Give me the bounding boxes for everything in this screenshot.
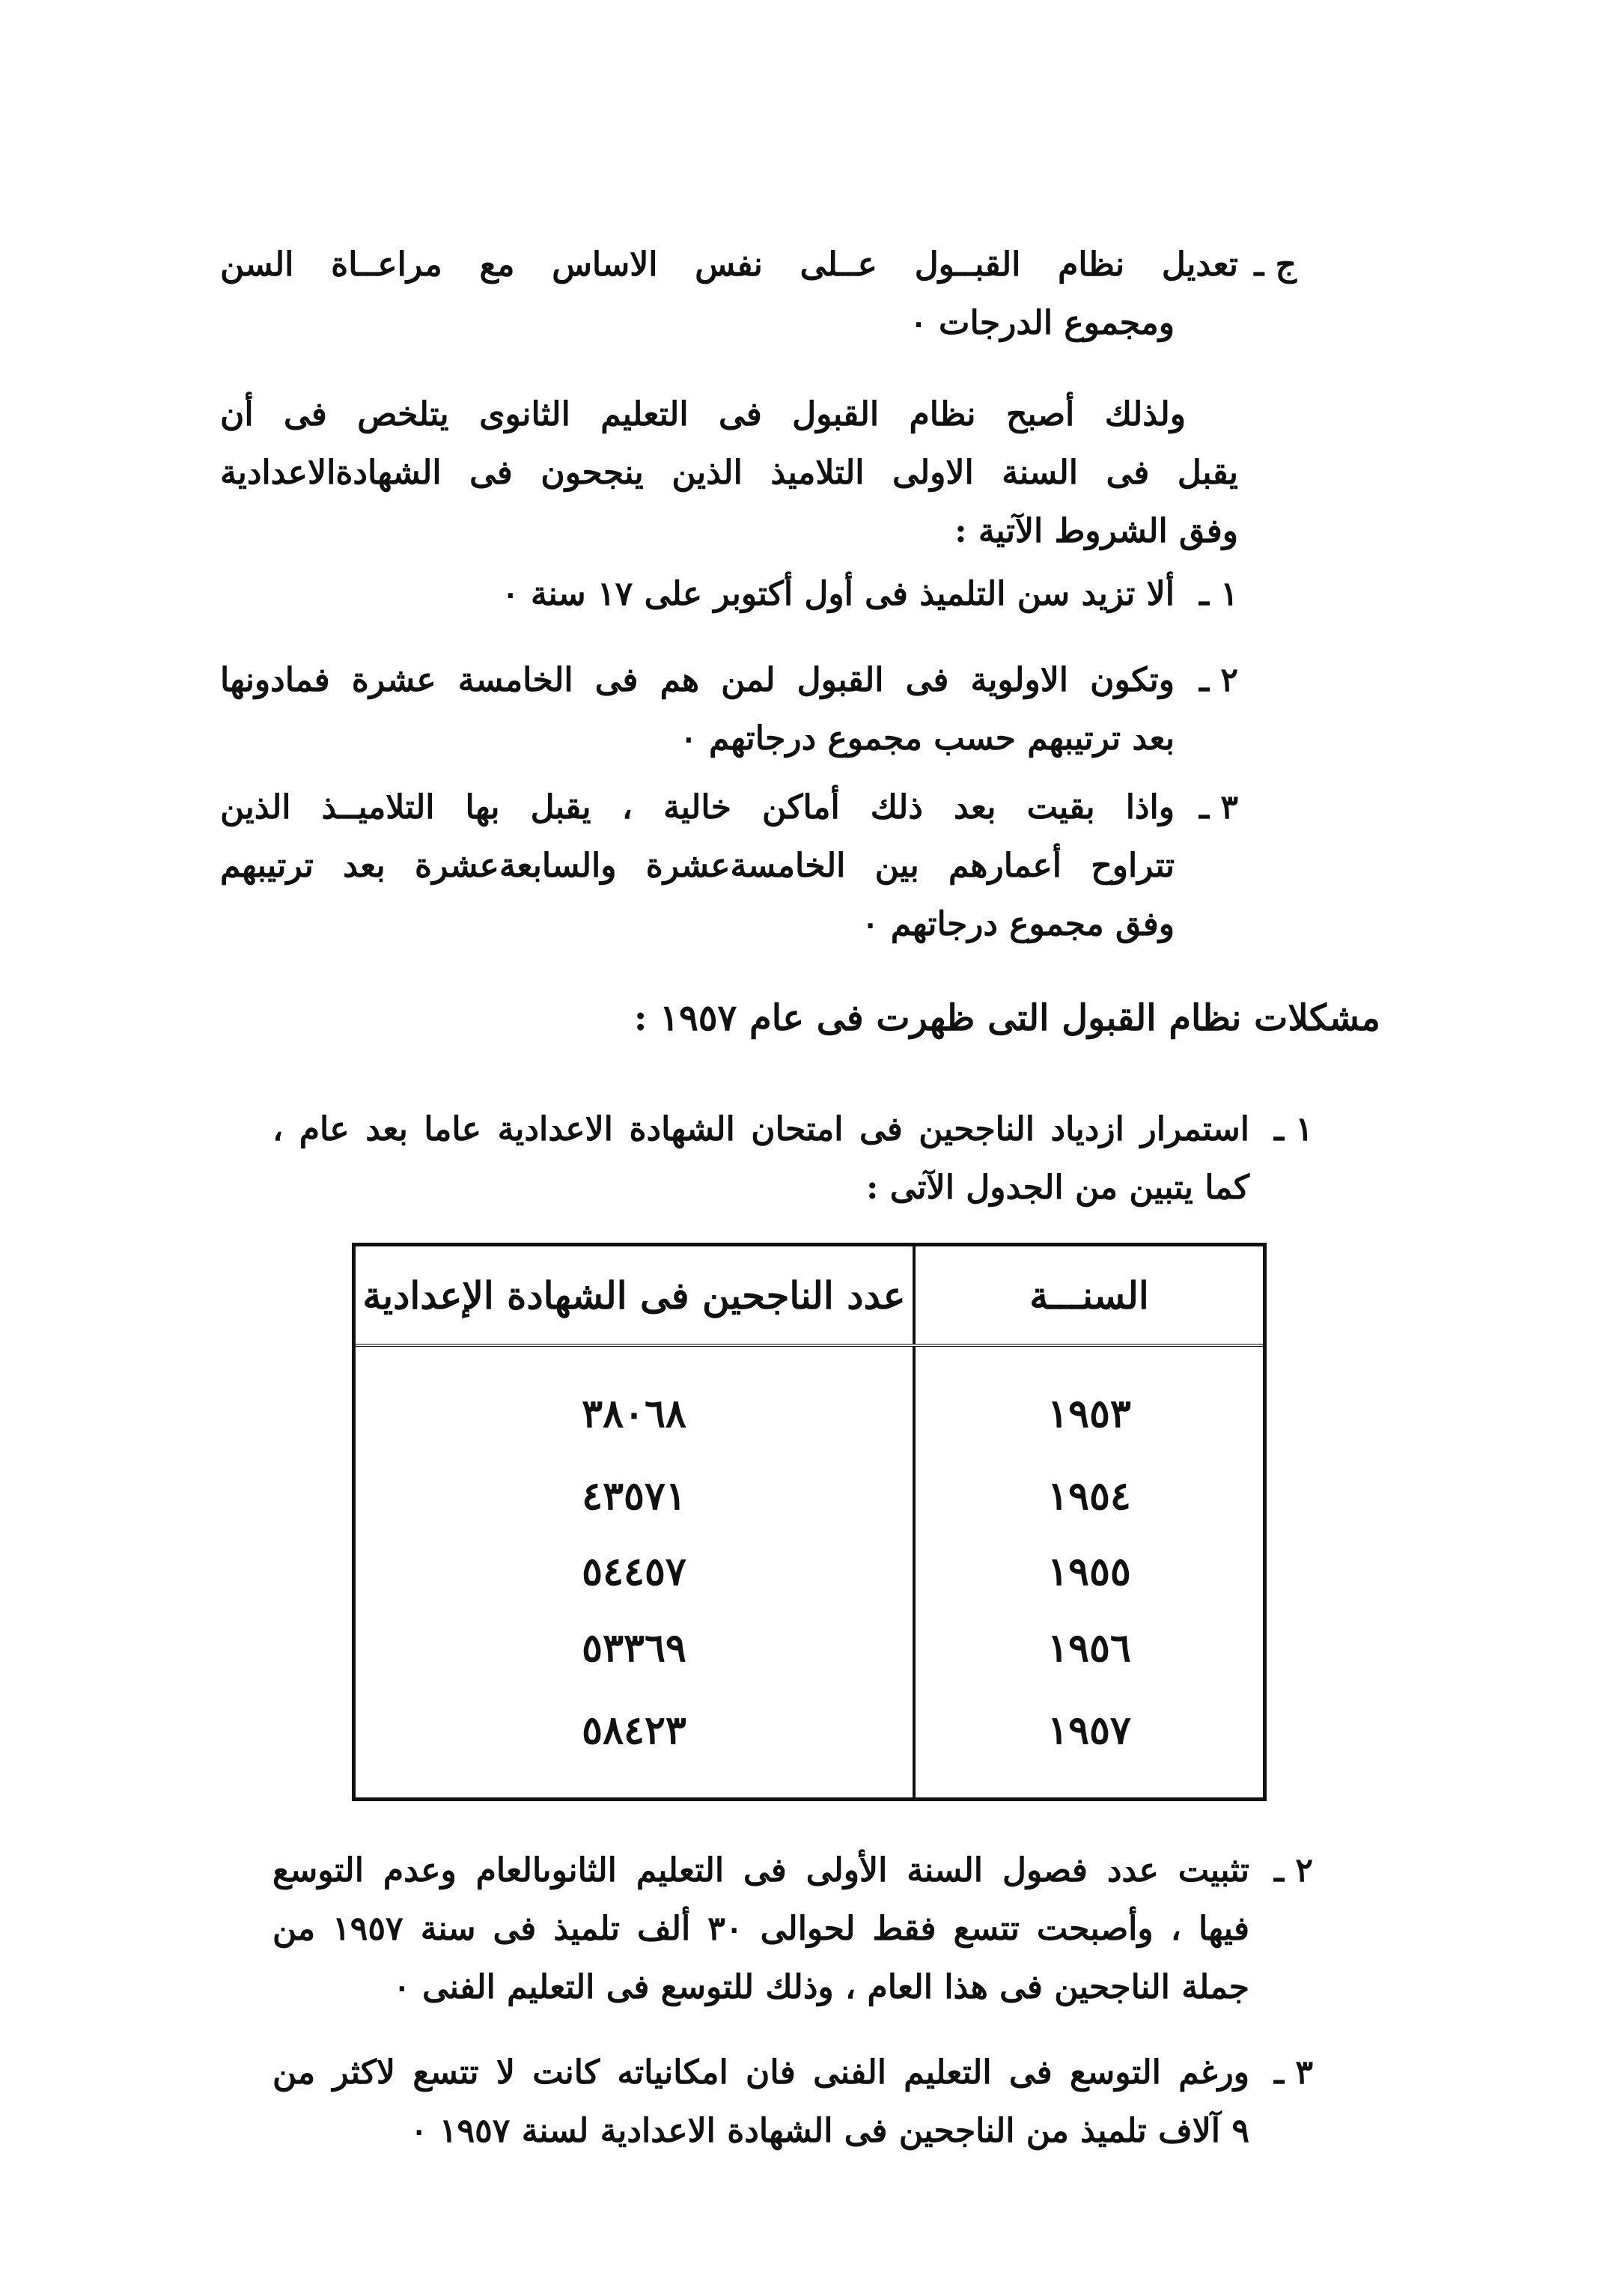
year-cell: ١٩٥٣ [914,1345,1265,1458]
condition-line: ألا تزيد سن التلميذ فى أول أكتوبر على ١٧ سنة ٠ [501,575,1175,613]
problem-line: كما يتبين من الجدول الآتى : [866,1169,1249,1207]
condition-item [220,651,1238,768]
graduates-table-grid [352,1243,1267,1801]
problem-item [272,2044,1313,2161]
graduates-cell: ٥٨٤٢٣ [582,1708,686,1754]
graduates-table [352,1243,1267,1801]
intro-item [220,236,1297,353]
year-cell: ١٩٥٦ [914,1610,1265,1685]
condition-line: وفق مجموع درجاتهم ٠ [861,905,1175,943]
problem-item [272,1842,1313,2017]
problem-item [272,1100,1313,1217]
table-row [354,1534,1265,1610]
table-row [354,1345,1265,1458]
problem-marker: ١ ـ [1274,1110,1313,1148]
condition-line: تتراوح أعمارهم بين الخامسةعشرة والسابعةعشرة بعد ترتيبهم [220,847,1175,885]
condition-line: واذا بقيت بعد ذلك أماكن خالية ، يقبل بها التلاميــذ الذين [220,788,1175,826]
condition-line: وتكون الاولوية فى القبول لمن هم فى الخامسة عشرة فمادونها [220,661,1175,699]
problem-line: استمرار ازدياد الناجحين فى امتحان الشهادة الاعدادية عاما بعد عام ، [272,1110,1250,1148]
intro-item-line: تعديل نظام القبــول عــلى نفس الاساس مع مراعــاة السن [220,246,1238,284]
intro-item-marker: ج ـ [1254,246,1297,284]
condition-marker: ٣ ـ [1199,788,1238,826]
graduates-cell: ٥٣٣٦٩ [582,1624,686,1671]
table-row [354,1686,1265,1800]
problem-line: ورغم التوسع فى التعليم الفنى فان امكانياته كانت لا تتسع لاكثر من [272,2053,1249,2092]
table-header-row [354,1245,1265,1346]
year-cell: ١٩٥٤ [914,1458,1265,1534]
problem-line: جملة الناجحين فى هذا العام ، وذلك للتوسع فى التعليم الفنى ٠ [393,1968,1249,2006]
admission-paragraph [220,386,1238,561]
condition-line: بعد ترتيبهم حسب مجموع درجاتهم ٠ [680,719,1175,758]
condition-item [220,779,1238,954]
graduates-cell: ٥٤٤٥٧ [582,1549,686,1595]
table-row [354,1458,1265,1534]
paragraph-line: يقبل فى السنة الاولى التلاميذ الذين ينجحون فى الشهادةالاعدادية [220,454,1238,492]
intro-item-line: ومجموع الدرجات ٠ [910,304,1175,342]
problem-marker: ٢ ـ [1274,1851,1313,1890]
problem-line: فيها ، وأصبحت تتسع فقط لحوالى ٣٠ ألف تلميذ فى سنة ١٩٥٧ من [272,1910,1249,1948]
table-row [354,1610,1265,1685]
condition-item [220,565,1238,624]
year-cell: ١٩٥٧ [914,1686,1265,1800]
condition-marker: ١ ـ [1199,575,1238,613]
graduates-column-header: عدد الناجحين فى الشهادة الإعدادية [354,1245,914,1346]
problem-marker: ٣ ـ [1274,2053,1313,2092]
condition-marker: ٢ ـ [1199,661,1238,699]
year-column-header: السنـــة [914,1245,1265,1346]
paragraph-line: وفق الشروط الآتية : [954,512,1238,550]
graduates-cell: ٣٨٠٦٨ [582,1390,686,1437]
graduates-cell: ٤٣٥٧١ [582,1473,686,1520]
problem-line: تثبيت عدد فصول السنة الأولى فى التعليم الثانوىالعام وعدم التوسع [272,1851,1249,1890]
paragraph-line: ولذلك أصبح نظام القبول فى التعليم الثانوى يتلخص فى أن [220,395,1186,433]
year-cell: ١٩٥٥ [914,1534,1265,1610]
problems-heading: مشكلات نظام القبول التى ظهرت فى عام ١٩٥٧ : [633,997,1380,1039]
problem-line: ٩ آلاف تلميذ من الناجحين فى الشهادة الاعدادية لسنة ١٩٥٧ ٠ [409,2112,1249,2150]
